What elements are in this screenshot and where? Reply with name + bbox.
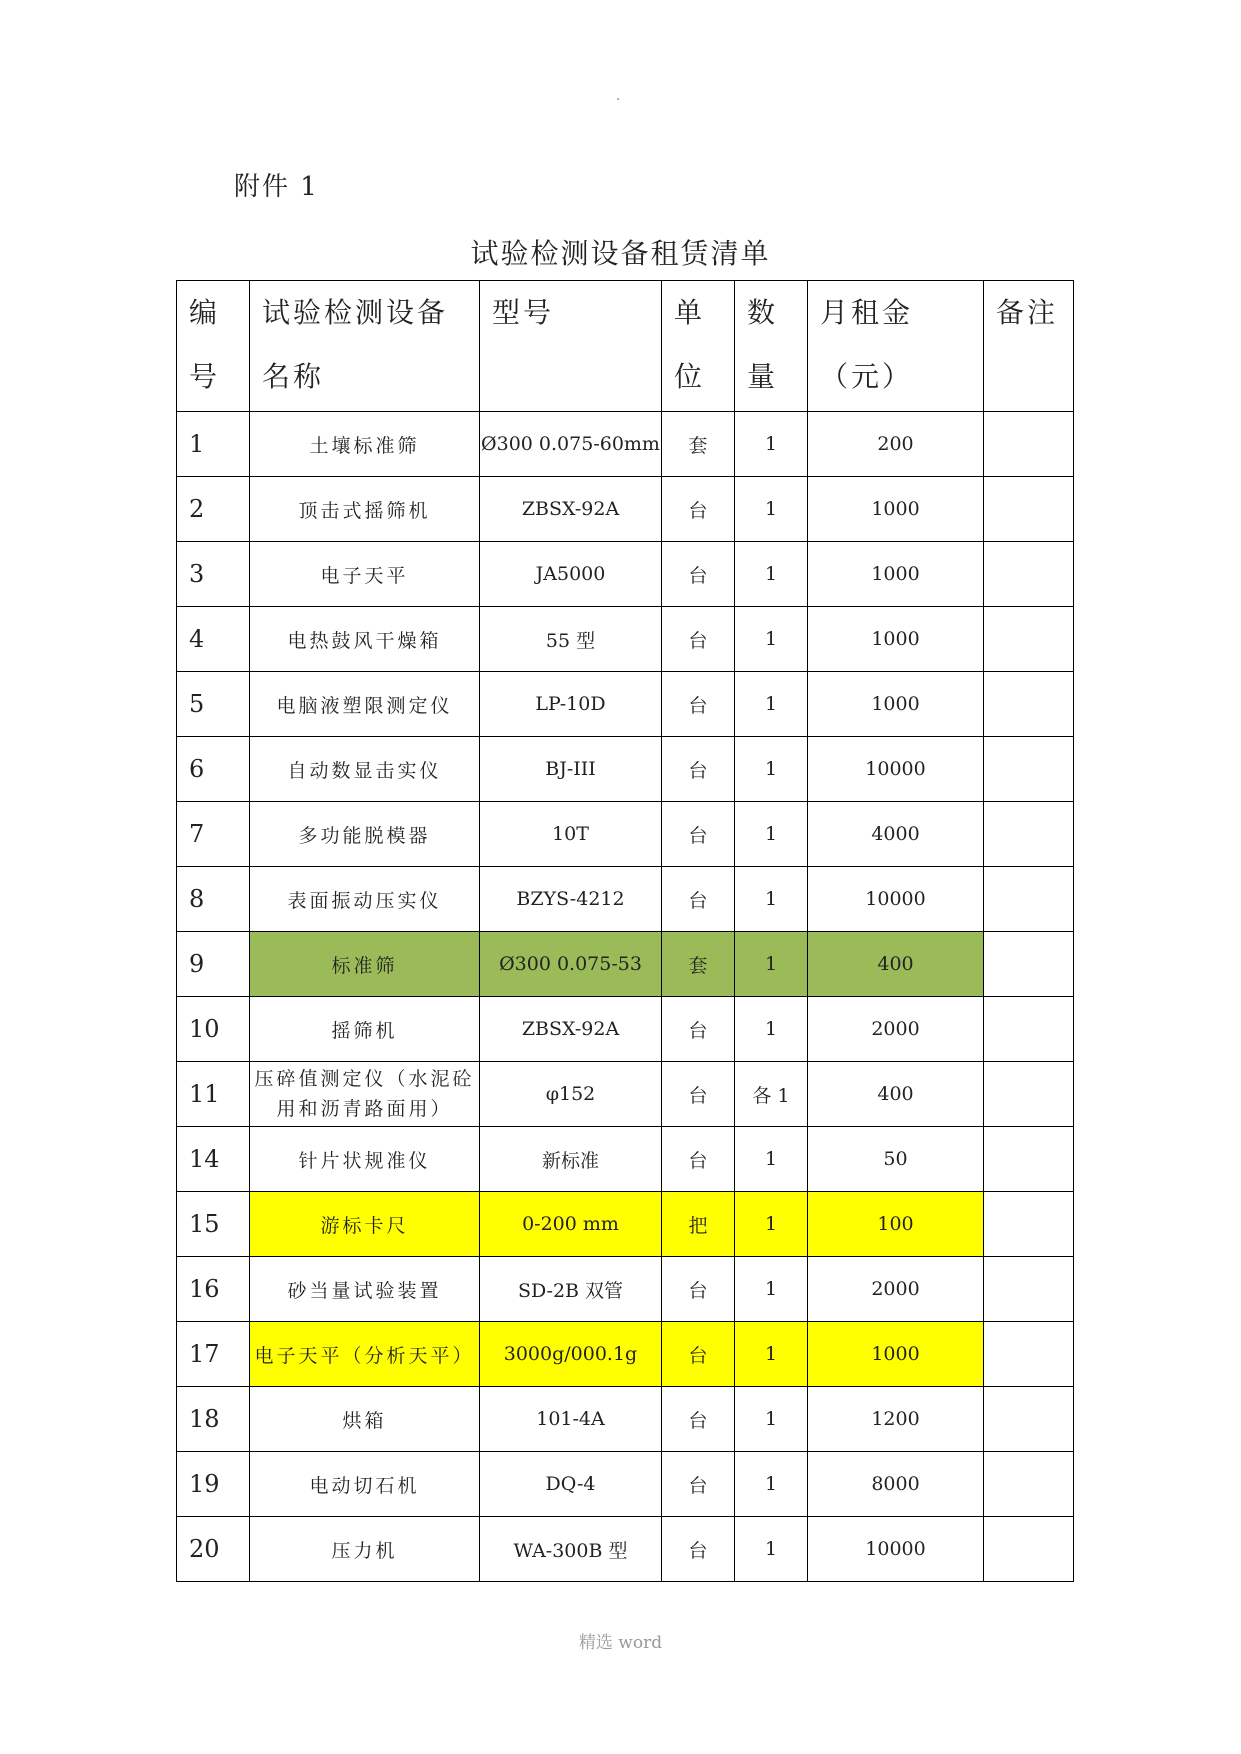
cell-no: 6 [177,737,250,802]
table-row [177,997,1074,1062]
cell-qty: 1 [735,1127,808,1192]
cell-qty: 1 [735,1517,808,1582]
cell-unit: 台 [662,1387,735,1452]
cell-name: 压力机 [250,1517,480,1582]
cell-name: 电热鼓风干燥箱 [250,607,480,672]
cell-qty: 1 [735,477,808,542]
table-row [177,1517,1074,1582]
cell-rent: 1000 [808,1322,984,1387]
cell-name: 土壤标准筛 [250,412,480,477]
cell-remark [984,672,1074,737]
cell-rent: 100 [808,1192,984,1257]
cell-name: 电子天平（分析天平） [250,1322,480,1387]
cell-remark [984,1257,1074,1322]
cell-no: 5 [177,672,250,737]
cell-remark [984,1387,1074,1452]
header-model: 型号 [480,281,662,412]
table-row [177,1387,1074,1452]
cell-rent: 2000 [808,997,984,1062]
cell-no: 4 [177,607,250,672]
cell-no: 11 [177,1062,250,1127]
cell-name: 顶击式摇筛机 [250,477,480,542]
cell-unit: 把 [662,1192,735,1257]
table-row [177,477,1074,542]
cell-remark [984,1517,1074,1582]
cell-qty: 1 [735,1322,808,1387]
cell-unit: 台 [662,1517,735,1582]
cell-no: 3 [177,542,250,607]
cell-unit: 台 [662,802,735,867]
cell-remark [984,1322,1074,1387]
cell-model: BJ-III [480,737,662,802]
cell-model: DQ-4 [480,1452,662,1517]
cell-qty: 1 [735,737,808,802]
cell-rent: 1000 [808,477,984,542]
cell-model: WA-300B 型 [480,1517,662,1582]
cell-rent: 4000 [808,802,984,867]
cell-name: 表面振动压实仪 [250,867,480,932]
cell-remark [984,1062,1074,1127]
cell-name: 针片状规准仪 [250,1127,480,1192]
cell-remark [984,1127,1074,1192]
table-row [177,607,1074,672]
table-row [177,1192,1074,1257]
table-row [177,1452,1074,1517]
cell-remark [984,867,1074,932]
cell-no: 15 [177,1192,250,1257]
cell-remark [984,932,1074,997]
table-header-row [177,281,1074,412]
cell-remark [984,477,1074,542]
table-row [177,932,1074,997]
cell-unit: 台 [662,1127,735,1192]
cell-model: 3000g/000.1g [480,1322,662,1387]
cell-qty: 1 [735,607,808,672]
cell-unit: 套 [662,412,735,477]
cell-no: 10 [177,997,250,1062]
cell-qty: 1 [735,997,808,1062]
cell-model: BZYS-4212 [480,867,662,932]
cell-unit: 台 [662,542,735,607]
cell-model: Ø300 0.075-60mm [480,412,662,477]
cell-qty: 1 [735,1257,808,1322]
cell-no: 2 [177,477,250,542]
cell-remark [984,737,1074,802]
cell-no: 20 [177,1517,250,1582]
cell-unit: 套 [662,932,735,997]
cell-qty: 1 [735,1452,808,1517]
cell-no: 17 [177,1322,250,1387]
cell-qty: 1 [735,867,808,932]
cell-unit: 台 [662,1062,735,1127]
cell-rent: 10000 [808,737,984,802]
cell-qty: 各 1 [735,1062,808,1127]
table-row [177,867,1074,932]
table-row [177,1062,1074,1127]
cell-model: 0-200 mm [480,1192,662,1257]
cell-no: 8 [177,867,250,932]
cell-rent: 1000 [808,542,984,607]
cell-no: 18 [177,1387,250,1452]
cell-name: 游标卡尺 [250,1192,480,1257]
page-footer: 精选 word [578,1633,663,1653]
header-name: 试验检测设备名称 [250,281,480,412]
cell-remark [984,607,1074,672]
cell-name: 电子天平 [250,542,480,607]
cell-unit: 台 [662,1257,735,1322]
cell-model: ZBSX-92A [480,997,662,1062]
cell-qty: 1 [735,1192,808,1257]
cell-model: JA5000 [480,542,662,607]
cell-rent: 1000 [808,672,984,737]
cell-model: φ152 [480,1062,662,1127]
cell-remark [984,802,1074,867]
cell-name: 摇筛机 [250,997,480,1062]
table-row [177,542,1074,607]
table-row [177,802,1074,867]
cell-qty: 1 [735,542,808,607]
cell-remark [984,542,1074,607]
cell-model: LP-10D [480,672,662,737]
cell-rent: 50 [808,1127,984,1192]
cell-name: 多功能脱模器 [250,802,480,867]
header-rent: 月租金（元） [808,281,984,412]
cell-unit: 台 [662,867,735,932]
cell-rent: 8000 [808,1452,984,1517]
cell-unit: 台 [662,672,735,737]
header-no: 编号 [177,281,250,412]
cell-no: 7 [177,802,250,867]
table-row [177,672,1074,737]
cell-qty: 1 [735,932,808,997]
cell-name: 电动切石机 [250,1452,480,1517]
table-row [177,1127,1074,1192]
cell-no: 14 [177,1127,250,1192]
table-row [177,1322,1074,1387]
cell-unit: 台 [662,1452,735,1517]
cell-name: 压碎值测定仪（水泥砼用和沥青路面用） [250,1062,480,1127]
equipment-table [176,280,1074,1582]
table-row [177,412,1074,477]
cell-name: 烘箱 [250,1387,480,1452]
cell-qty: 1 [735,672,808,737]
table-row [177,1257,1074,1322]
cell-unit: 台 [662,477,735,542]
cell-name: 砂当量试验装置 [250,1257,480,1322]
header-remark: 备注 [984,281,1074,412]
cell-qty: 1 [735,412,808,477]
cell-name: 自动数显击实仪 [250,737,480,802]
attachment-label: 附件 1 [234,172,319,202]
cell-no: 9 [177,932,250,997]
cell-rent: 400 [808,932,984,997]
cell-name: 标准筛 [250,932,480,997]
cell-remark [984,412,1074,477]
cell-rent: 2000 [808,1257,984,1322]
cell-model: ZBSX-92A [480,477,662,542]
cell-remark [984,1192,1074,1257]
cell-qty: 1 [735,802,808,867]
cell-no: 19 [177,1452,250,1517]
cell-model: 10T [480,802,662,867]
cell-name: 电脑液塑限测定仪 [250,672,480,737]
cell-no: 1 [177,412,250,477]
cell-rent: 200 [808,412,984,477]
cell-unit: 台 [662,737,735,802]
cell-model: Ø300 0.075-53 [480,932,662,997]
cell-rent: 10000 [808,867,984,932]
cell-rent: 1200 [808,1387,984,1452]
cell-model: 101-4A [480,1387,662,1452]
cell-rent: 1000 [808,607,984,672]
header-qty: 数量 [735,281,808,412]
cell-model: SD-2B 双管 [480,1257,662,1322]
cell-rent: 400 [808,1062,984,1127]
cell-remark [984,997,1074,1062]
cell-model: 新标准 [480,1127,662,1192]
cell-no: 16 [177,1257,250,1322]
document-title: 试验检测设备租赁清单 [470,237,771,270]
cell-unit: 台 [662,1322,735,1387]
header-unit: 单位 [662,281,735,412]
cell-model: 55 型 [480,607,662,672]
cell-remark [984,1452,1074,1517]
header-dot [617,98,619,100]
cell-unit: 台 [662,997,735,1062]
cell-qty: 1 [735,1387,808,1452]
table-row [177,737,1074,802]
cell-unit: 台 [662,607,735,672]
cell-rent: 10000 [808,1517,984,1582]
